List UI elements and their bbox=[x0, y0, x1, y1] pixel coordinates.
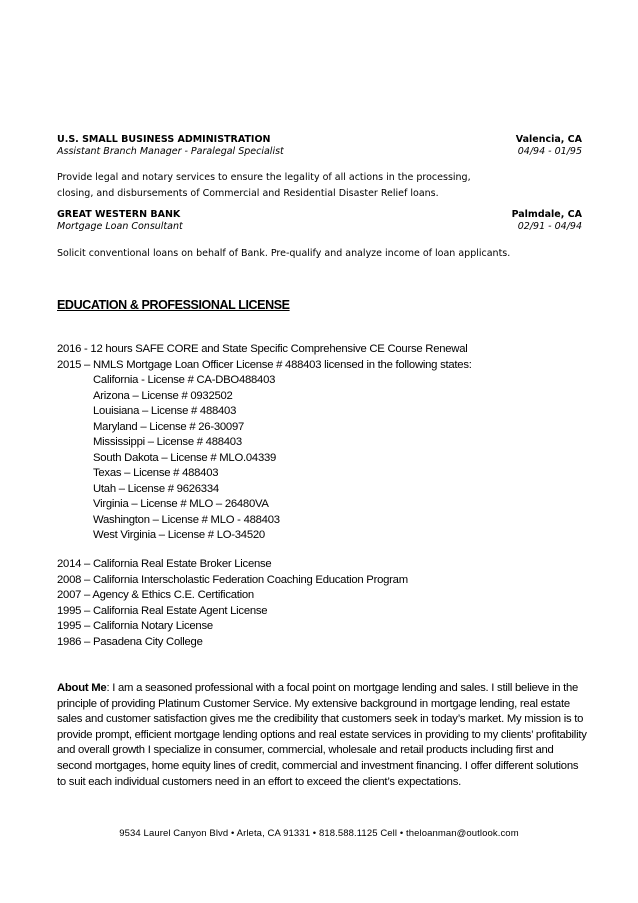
job-header-row bbox=[57, 209, 582, 221]
job-location: Palmdale, CA bbox=[511, 209, 582, 220]
license-entry: California - License # CA-DBO488403 bbox=[93, 374, 276, 386]
job-description: Solicit conventional loans on behalf of Bank. Pre-qualify and analyze income of loan applicants. bbox=[57, 248, 511, 259]
education-entry: 2014 – California Real Estate Broker License bbox=[57, 558, 272, 570]
education-entry: 1995 – California Real Estate Agent License bbox=[57, 604, 268, 617]
job-title-row bbox=[57, 146, 582, 158]
license-entry: Mississippi – License # 488403 bbox=[93, 436, 242, 448]
license-entry: Washington – License # MLO - 488403 bbox=[93, 513, 280, 526]
company-name: U.S. SMALL BUSINESS ADMINISTRATION bbox=[57, 134, 271, 145]
company-name: GREAT WESTERN BANK bbox=[57, 209, 181, 220]
footer-contact-info: 9534 Laurel Canyon Blvd • Arleta, CA 91331 • 818.588.1125 Cell • theloanman@outlook.com bbox=[119, 828, 519, 839]
education-entry: 1995 – California Notary License bbox=[57, 620, 213, 632]
about-me-label: About Me bbox=[57, 682, 107, 694]
section-heading-education: EDUCATION & PROFESSIONAL LICENSE bbox=[57, 298, 290, 312]
education-entry: 1986 – Pasadena City College bbox=[57, 635, 203, 648]
job-dates: 02/91 - 04/94 bbox=[517, 221, 582, 232]
education-entry: 2008 – California Interscholastic Federation Coaching Education Program bbox=[57, 573, 408, 586]
about-me-text: : I am a seasoned professional with a focal point on mortgage lending and sales. I still believe in the principle of providing Platinum Customer Service. My extensive background in mortgage lending, real estate sales and customer satisfaction gives me the credibility that customers seek in today’s market. My mission is to provide prompt, efficient mortgage lending options and real estate services in providing to my clients’ profitability and overall growth I specialize in consumer, commercial, wholesale and retail products including first and second mortgages, home equity lines of credit, commercial and investment financing. I offer different solutions to suit each individual customers need in an effort to exceed the client’s expectations. bbox=[57, 682, 587, 788]
license-entry: Arizona – License # 0932502 bbox=[93, 389, 233, 402]
license-entry: Virginia – License # MLO – 26480VA bbox=[93, 498, 269, 510]
job-title: Mortgage Loan Consultant bbox=[57, 221, 183, 232]
education-entry: 2016 - 12 hours SAFE CORE and State Specific Comprehensive CE Course Renewal bbox=[57, 343, 468, 355]
job-title-row bbox=[57, 221, 582, 233]
job-location: Valencia, CA bbox=[515, 134, 582, 145]
license-entry: South Dakota – License # MLO.04339 bbox=[93, 451, 277, 464]
license-entry: Louisiana – License # 488403 bbox=[93, 405, 237, 417]
license-entry: Utah – License # 9626334 bbox=[93, 482, 219, 495]
job-dates: 04/94 - 01/95 bbox=[517, 146, 582, 157]
education-entry: 2015 – NMLS Mortgage Loan Officer License # 488403 licensed in the following states: bbox=[57, 358, 472, 371]
education-entry: 2007 – Agency & Ethics C.E. Certification bbox=[57, 589, 254, 601]
education-list-continued bbox=[57, 557, 408, 650]
license-entry: Texas – License # 488403 bbox=[93, 467, 219, 479]
job-header-row bbox=[57, 134, 582, 146]
license-entry: Maryland – License # 26-30097 bbox=[93, 420, 245, 433]
license-entry: West Virginia – License # LO-34520 bbox=[93, 529, 265, 541]
job-description: Provide legal and notary services to ensure the legality of all actions in the processing, closing, and disbursements of Commercial and Residential Disaster Relief loans. bbox=[57, 172, 471, 199]
about-me-paragraph bbox=[57, 681, 587, 790]
job-title: Assistant Branch Manager - Paralegal Specialist bbox=[57, 146, 284, 157]
education-list bbox=[57, 342, 472, 544]
